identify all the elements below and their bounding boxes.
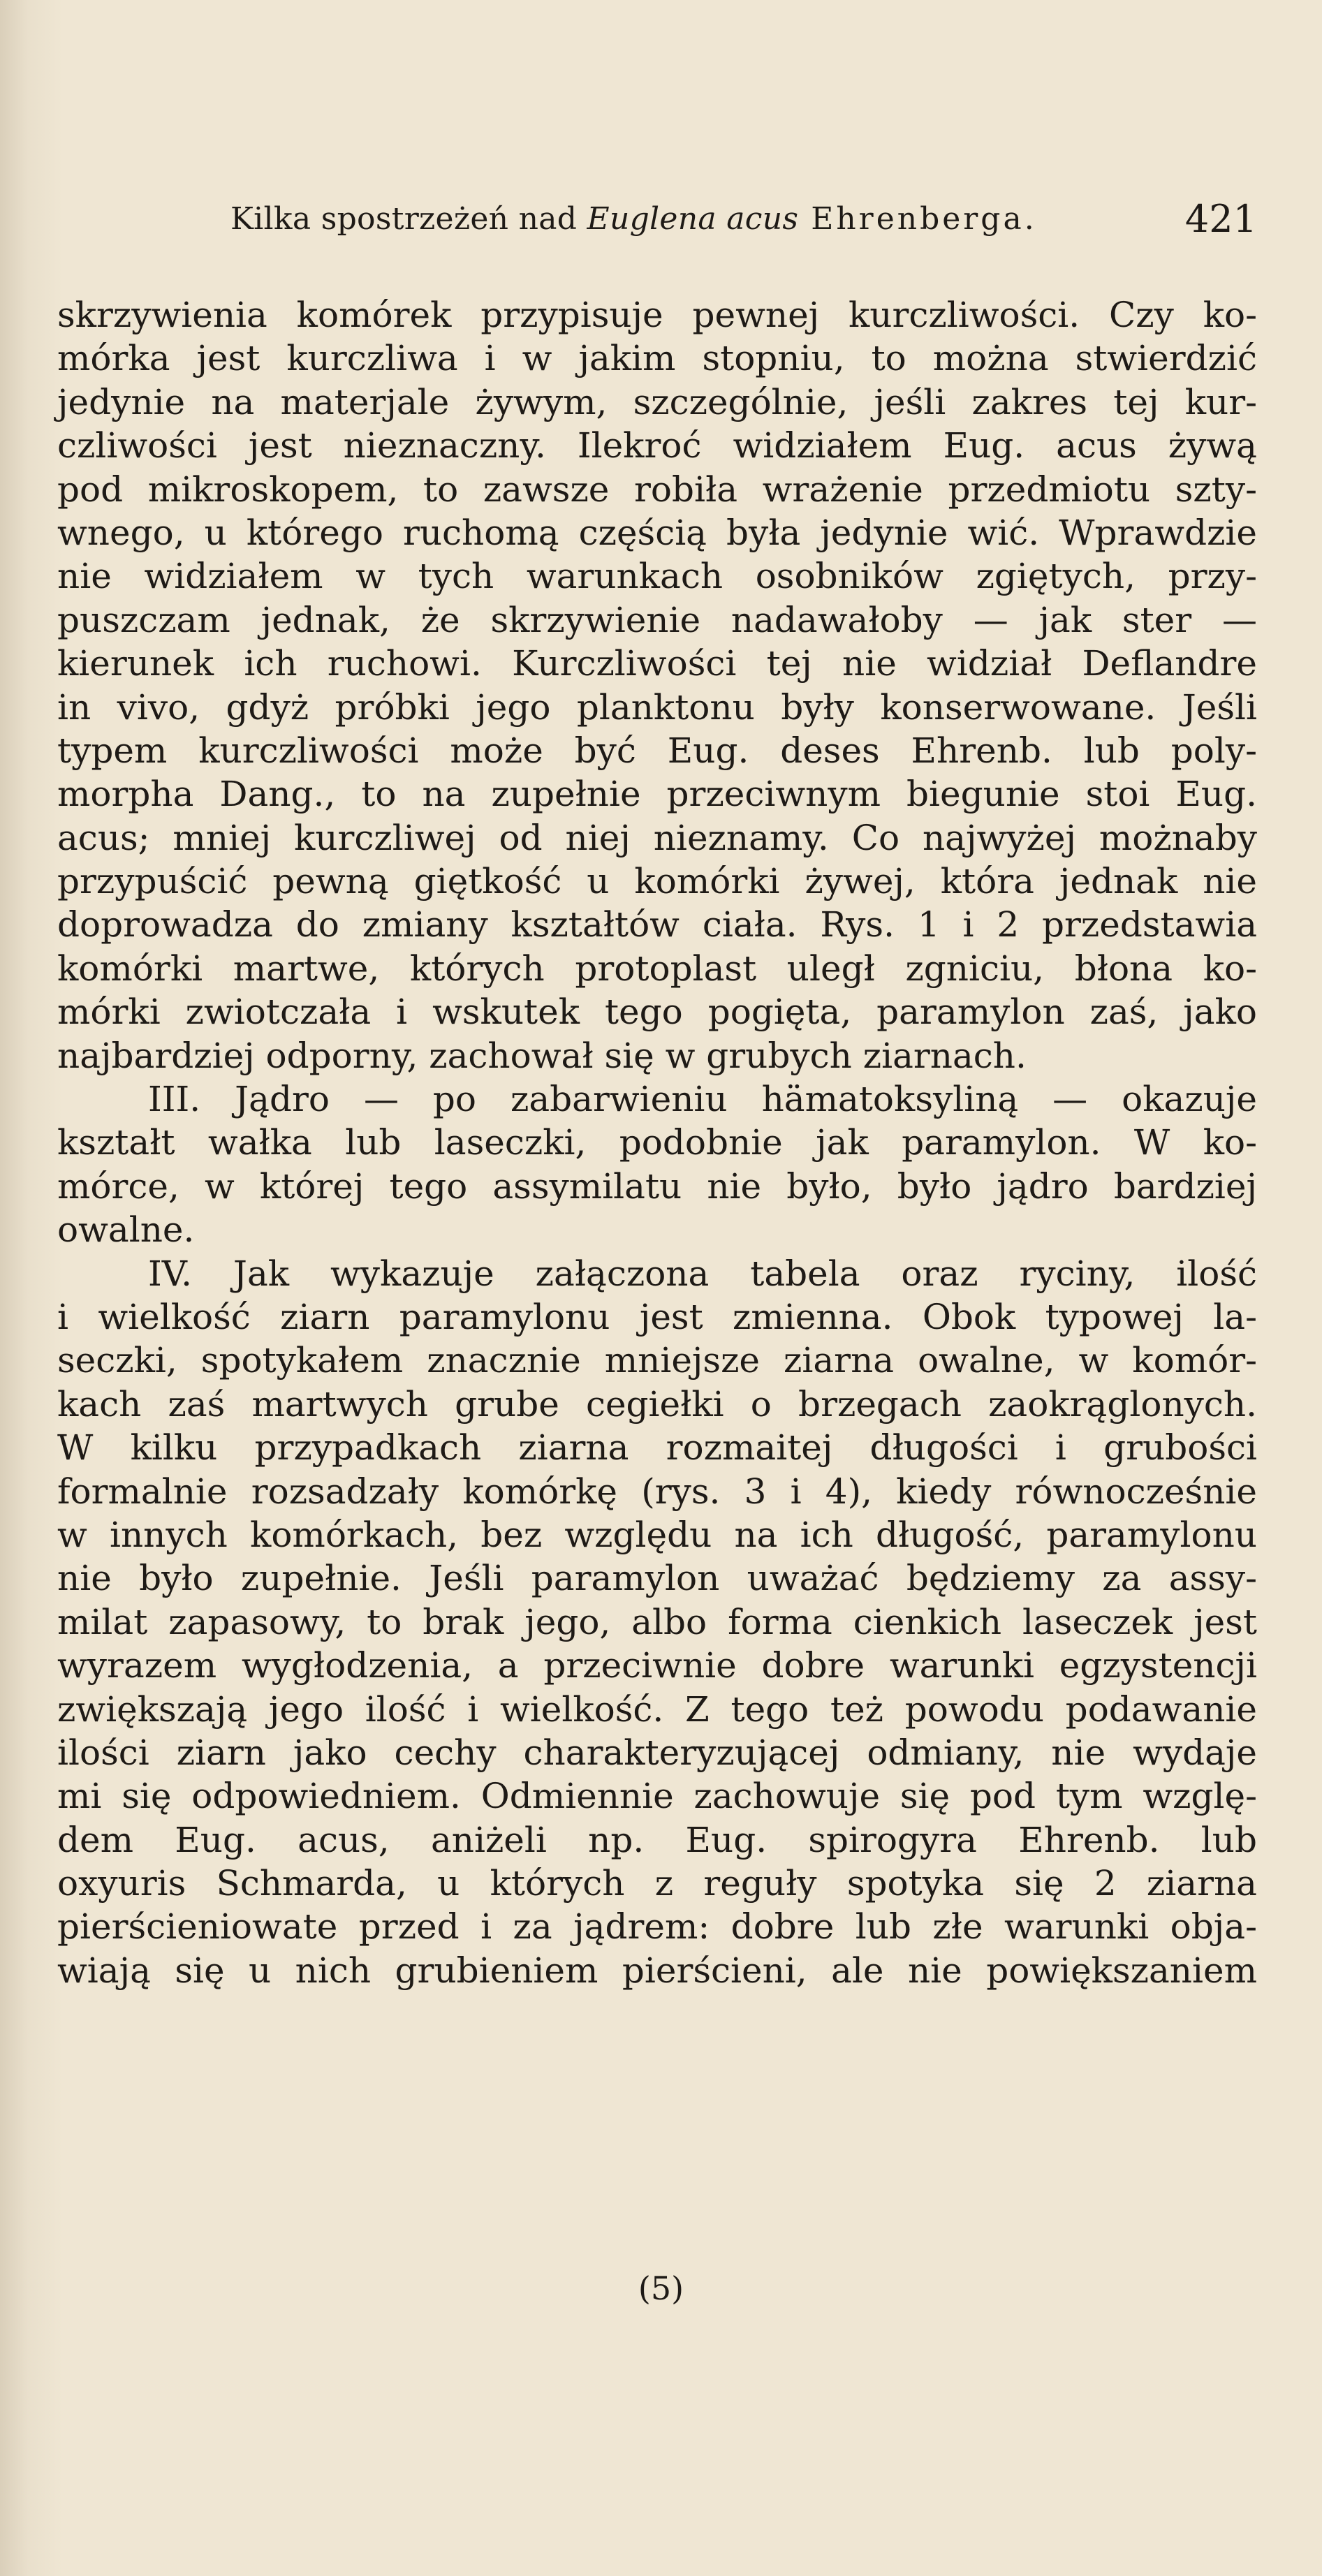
- text-line: seczki, spotykałem znacznie mniejsze ziarna owalne, w komór-: [57, 1340, 1257, 1381]
- text-line: wnego, u którego ruchomą częścią była jedynie wić. Wprawdzie: [57, 512, 1257, 553]
- text-line: w innych komórkach, bez względu na ich długość, paramylonu: [57, 1514, 1257, 1555]
- text-line: skrzywienia komórek przypisuje pewnej kurczliwości. Czy ko-: [57, 295, 1257, 335]
- text-line: W kilku przypadkach ziarna rozmaitej długości i grubości: [57, 1427, 1257, 1469]
- text-line: in vivo, gdyż próbki jego planktonu były konserwowane. Jeśli: [57, 686, 1257, 728]
- text-line: kierunek ich ruchowi. Kurczliwości tej nie widział Deflandre: [57, 643, 1257, 684]
- text-line: kach zaś martwych grube cegiełki o brzegach zaokrąglonych.: [57, 1383, 1257, 1425]
- text-line: ilości ziarn jako cechy charakteryzującej odmiany, nie wydaje: [57, 1732, 1257, 1773]
- text-line: wyrazem wygłodzenia, a przeciwnie dobre warunki egzystencji: [57, 1645, 1257, 1686]
- text-line: mórki zwiotczała i wskutek tego pogięta, paramylon zaś, jako: [57, 992, 1257, 1033]
- section-heading-line: III. Jądro — po zabarwieniu hämatoksyliną — okazuje: [148, 1079, 1257, 1120]
- text-line: doprowadza do zmiany kształtów ciała. Rys. 1 i 2 przedstawia: [57, 904, 1257, 945]
- page-number: 421: [1184, 197, 1257, 241]
- text-line: wiają się u nich grubieniem pierścieni, ale nie powiększaniem: [57, 1950, 1257, 1991]
- printer-signature: (5): [638, 2269, 684, 2307]
- running-title-prefix: Kilka spostrzeżeń nad: [230, 201, 587, 237]
- text-line: mi się odpowiedniem. Odmiennie zachowuje się pod tym wzglę-: [57, 1776, 1257, 1817]
- text-line: przypuścić pewną giętkość u komórki żywej, która jednak nie: [57, 861, 1257, 902]
- text-line: morpha Dang., to na zupełnie przeciwnym biegunie stoi Eug.: [57, 774, 1257, 815]
- running-title-species: Euglena acus: [587, 201, 799, 237]
- running-title: [230, 201, 1037, 237]
- text-line: komórki martwe, których protoplast uległ zgniciu, błona ko-: [57, 948, 1257, 989]
- text-line: pod mikroskopem, to zawsze robiła wrażenie przedmiotu szty-: [57, 469, 1257, 510]
- text-line: kształt wałka lub laseczki, podobnie jak paramylon. W ko-: [57, 1122, 1257, 1163]
- text-line: najbardziej odporny, zachował się w grubych ziarnach.: [57, 1035, 1027, 1076]
- text-line: oxyuris Schmarda, u których z reguły spotyka się 2 ziarna: [57, 1863, 1257, 1904]
- section-heading-line: IV. Jak wykazuje załączona tabela oraz ryciny, ilość: [148, 1253, 1257, 1294]
- body-text: [57, 293, 1257, 1992]
- text-line: owalne.: [57, 1209, 195, 1251]
- text-line: dem Eug. acus, aniżeli np. Eug. spirogyra Ehrenb. lub: [57, 1819, 1257, 1860]
- text-line: czliwości jest nieznaczny. Ilekroć widziałem Eug. acus żywą: [57, 425, 1257, 466]
- text-line: typem kurczliwości może być Eug. deses Ehrenb. lub poly-: [57, 730, 1257, 771]
- running-header: [230, 197, 1257, 246]
- text-line: acus; mniej kurczliwej od niej nieznamy. Co najwyżej możnaby: [57, 817, 1257, 858]
- text-line: nie było zupełnie. Jeśli paramylon uważać będziemy za assy-: [57, 1558, 1257, 1599]
- text-line: mórka jest kurczliwa i w jakim stopniu, to można stwierdzić: [57, 338, 1257, 379]
- text-line: mórce, w której tego assymilatu nie było, było jądro bardziej: [57, 1165, 1257, 1207]
- text-line: pierścieniowate przed i za jądrem: dobre lub złe warunki obja-: [57, 1906, 1257, 1948]
- text-line: milat zapasowy, to brak jego, albo forma cienkich laseczek jest: [57, 1601, 1257, 1642]
- text-line: puszczam jednak, że skrzywienie nadawałoby — jak ster —: [57, 599, 1257, 640]
- text-line: nie widziałem w tych warunkach osobników zgiętych, przy-: [57, 556, 1257, 597]
- running-title-author: Ehrenberga.: [798, 201, 1037, 237]
- text-line: zwiększają jego ilość i wielkość. Z tego też powodu podawanie: [57, 1688, 1257, 1730]
- text-line: jedynie na materjale żywym, szczególnie, jeśli zakres tej kur-: [57, 381, 1257, 422]
- text-line: formalnie rozsadzały komórkę (rys. 3 i 4), kiedy równocześnie: [57, 1471, 1257, 1512]
- text-line: i wielkość ziarn paramylonu jest zmienna. Obok typowej la-: [57, 1296, 1257, 1337]
